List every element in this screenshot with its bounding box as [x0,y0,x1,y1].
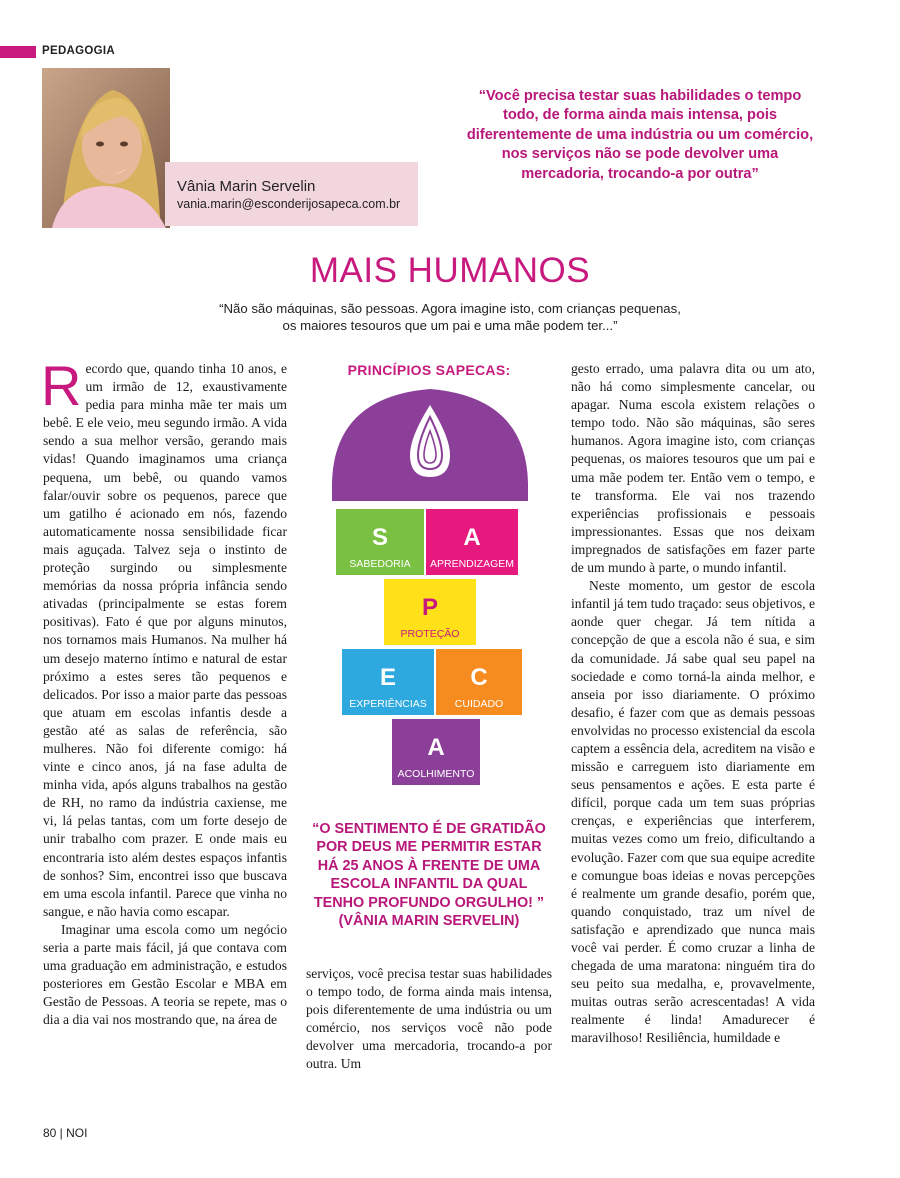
body-column-3 [571,360,815,1048]
section-label: PEDAGOGIA [42,45,115,57]
hopscotch-graphic [330,383,530,793]
tile-letter-a: A [463,524,481,551]
tile-letter-c: C [470,664,488,691]
tile-letter-p: P [421,594,439,621]
principles-title: PRINCÍPIOS SAPECAS: [347,362,511,378]
paragraph [41,354,287,921]
tile-label-protecao: PROTEÇÃO [400,628,460,640]
paragraph: Neste momento, um gestor de escola infantil já tem tudo traçado: seus objetivos, e aonde quer chegar. Já tem nítida a concepção de que a escola não é sua, e sim da comunidade. Já sabe qual seu papel na sociedade e como torná-la ainda melhor, e anseia por isso diariamente. O próximo desafio, é fazer com que as demais pessoas envolvidas no processo existencial da escola captem a essência dela, acreditem na visão e missão e carreguem isto diariamente em seus pensamentos e ações. E esta parte é difícil, porque cada um tem suas próprias crenças, e experiências que interferem, muitas vezes como um freio, dificultando a evolução. Fazer com que sua equipe acredite e comungue boas ideias e novas percepções é realmente um grande desafio, porém que, quando conquistado, traz um nível de satisfação e aprendizado que nunca mais você vai perder. É como cruzar a linha de chegada de uma maratona: ninguém tira do seu peito sua medalha, e, provavelmente, muitas outras serão acrescentadas! A vida realmente é linda! Amadurecer é maravilhoso! Resiliência, humildade e [571,578,815,1046]
pull-quote: “Você precisa testar suas habilidades o tempo todo, de forma ainda mais intensa, pois diferentemente de uma indústria ou um comércio, nos serviços não se pode devolver uma mercadoria, trocando-a por outra” [466,88,814,182]
mid-quote: “O SENTIMENTO É DE GRATIDÃO POR DEUS ME PERMITIR ESTAR HÁ 25 ANOS À FRENTE DE UMA ESCOLA INFANTIL DA QUAL TENHO PROFUNDO ORGULHO! ” (VÂNIA MARIN SERVELIN) [312,821,546,930]
article-subtitle [120,300,780,334]
author-email: vania.marin@esconderijosapeca.com.br [177,197,401,211]
body-column-1 [41,354,287,1029]
body-column-2 [306,965,552,1074]
principles-diagram [330,383,530,793]
tile-letter-a2: A [427,734,445,761]
author-info-box [165,162,418,226]
author-name: Vânia Marin Servelin [177,178,316,195]
tile-label-cuidado: CUIDADO [454,698,504,710]
paragraph: Imaginar uma escola como um negócio seria a parte mais fácil, já que contava com uma graduação em administração, e estudos posteriores em Gestão Escolar e MBA em Gestão de Pessoas. A teoria se repete, mas o dia a dia vai nos mostrando que, na área de [43,921,287,1028]
subtitle-line-1: “Não são máquinas, são pessoas. Agora imagine isto, com crianças pequenas, [219,301,681,316]
author-photo [42,68,170,228]
tile-label-experiencias: EXPERIÊNCIAS [349,698,427,710]
paragraph: serviços, você precisa testar suas habilidades o tempo todo, de forma ainda mais intensa, pois diferentemente de uma indústria ou um comércio, nos serviços você não pode devolver uma mercadoria, trocando-a por outra. Um [306,966,552,1072]
section-color-bar [0,46,36,58]
article-title: MAIS HUMANOS [309,251,591,290]
page-footer: 80 | NOI [43,1126,88,1140]
tile-label-acolhimento: ACOLHIMENTO [397,768,475,780]
subtitle-line-2: os maiores tesouros que um pai e uma mãe podem ter...” [282,318,618,333]
tile-label-sabedoria: SABEDORIA [349,558,411,570]
author-portrait-image [42,68,170,228]
tile-label-aprendizagem: APRENDIZAGEM [429,558,515,570]
paragraph: gesto errado, uma palavra dita ou um ato, não há como simplesmente cancelar, ou apagar. Numa escola existem relações o tempo todo. Não são máquinas, são seres humanos. Agora imagine isto, com crianças pequenas, os maiores tesouros que um pai e uma mãe podem ter. Então vem o tempo, e te transforma. Ele vai nos trazendo experiências profissionais e pessoais impressionantes. Essas que nos deixam impregnados de satisfações em fazer parte de um mundo à parte, o mundo infantil. [571,361,815,576]
drop-cap: R [41,354,82,417]
tile-letter-e: E [379,664,397,691]
paragraph-text: ecordo que, quando tinha 10 anos, e um irmão de 12, exaustivamente pedia para minha mãe ter mais um bebê. E ele veio, meu segundo irmão. A vida sendo a sua melhor versão, gerando mais vidas! Quando imaginamos uma criança pequena, um bebê, ou quando vamos falar/ouvir sobre os pequenos, parece que um gatilho é acionado em nós, fazendo automaticamente nossa sensibilidade ficar mais aguçada. Talvez seja o instinto de proteção surgindo ou simplesmente memórias da nossa própria infância sendo ativadas (principalmente se estas forem positivas). Fato é que por alguns minutos, nos tornamos mais Humanos. Na mulher há um desejo materno íntimo e natural de estar próximo a estes seres tão pequenos e delicados. Por isso a maior parte das pessoas que atuam em escolas infantis desde a gestão até as salas de referência, são mulheres. Não foi diferente comigo: há vinte e cinco anos, já na fase adulta de minha vida, após alguns trabalhos na gestão de RH, no ramo da indústria caxiense, me vi, lá pelas tantas, com um forte desejo de unir trabalho com prazer. E onde mais eu encontraria isto além destes espaços infantis de sonhos? Sim, encontrei isso que buscava em uma escola infantil. Parece que vinha no sangue, e não havia como escapar. [43,361,287,919]
tile-letter-s: S [371,524,389,551]
